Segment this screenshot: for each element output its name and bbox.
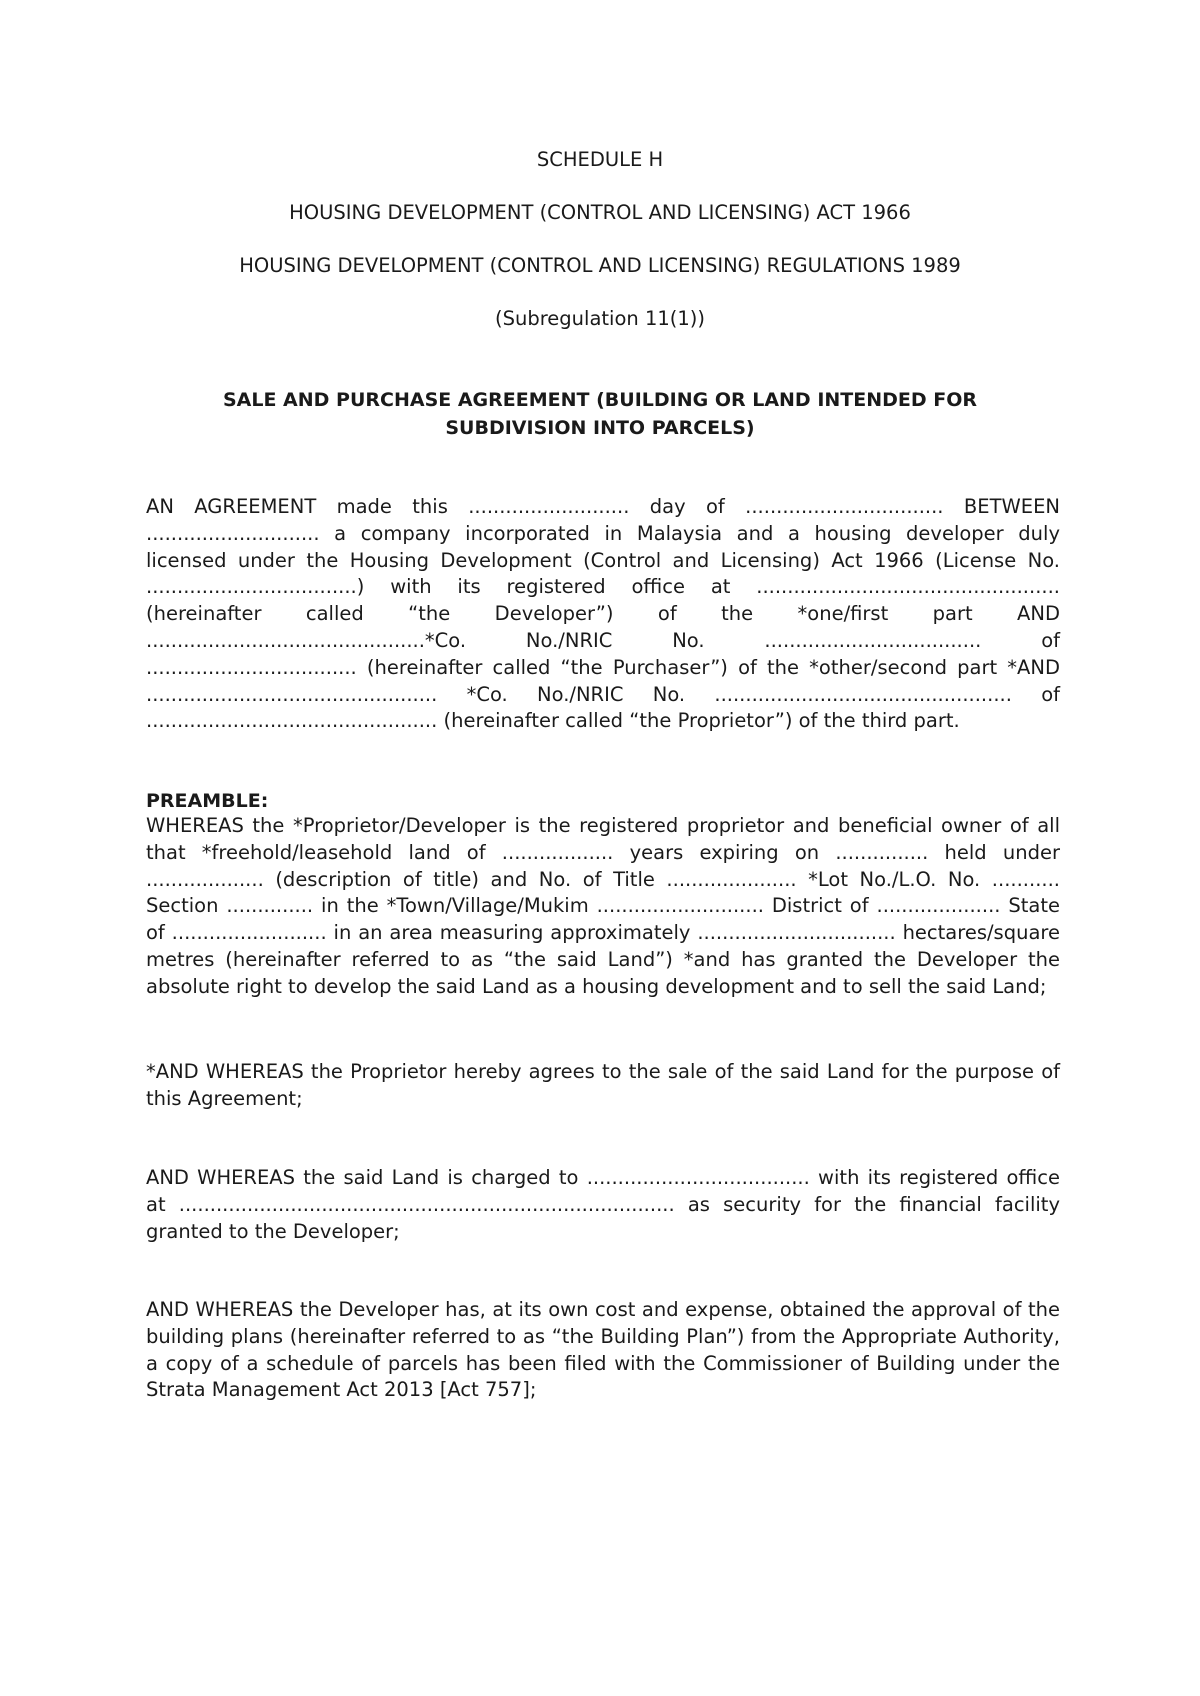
preamble-whereas-building-plans: AND WHEREAS the Developer has, at its own cost and expense, obtained the approval of the building plans (hereinafter referred to as “the Building Plan”) from the Appropriate Authority, a copy of a schedule of parcels has been filed with the Commissioner of Building under the Strata Management Act 2013 [Act 757];: [146, 1298, 1060, 1402]
regulations-title: HOUSING DEVELOPMENT (CONTROL AND LICENSING) REGULATIONS 1989: [239, 254, 961, 277]
preamble-whereas-land: WHEREAS the *Proprietor/Developer is the registered proprietor and beneficial owner of all that *freehold/leasehold land of .................. years expiring on ............... held under ................... (description of title) and No. of Title ..................... *Lot No./L.O. No. ........... Section .............. in the *Town/Village/Mukim ........................... District of .................... State of ......................... in an area measuring approximately ................................ hectares/square metres (hereinafter referred to as “the said Land”) *and has granted the Developer the absolute right to develop the said Land as a housing development and to sell the said Land;: [146, 814, 1060, 998]
act-title: HOUSING DEVELOPMENT (CONTROL AND LICENSING) ACT 1966: [289, 201, 911, 224]
schedule-label: SCHEDULE H: [536, 148, 664, 171]
preamble-whereas-land-charged: AND WHEREAS the said Land is charged to .................................... with its registered office at ................................................................................ as security for the financial facility granted to the Developer;: [146, 1166, 1060, 1243]
preamble-whereas-proprietor-agrees: *AND WHEREAS the Proprietor hereby agrees to the sale of the said Land for the purpose of this Agreement;: [146, 1060, 1060, 1110]
agreement-title-line-2: SUBDIVISION INTO PARCELS): [445, 417, 755, 439]
preamble-heading: PREAMBLE:: [146, 790, 269, 812]
subregulation-reference: (Subregulation 11(1)): [494, 307, 705, 330]
agreement-title-line-1: SALE AND PURCHASE AGREEMENT (BUILDING OR LAND INTENDED FOR: [222, 389, 978, 411]
agreement-parties-paragraph: AN AGREEMENT made this .......................... day of ................................ BETWEEN ............................ a company incorporated in Malaysia and a housing developer duly licensed under the Housing Development (Control and Licensing) Act 1966 (License No. ..................................) with its registered office at ................................................. (hereinafter called “the Developer”) of the *one/first part AND .............................................*Co. No./NRIC No. ................................... of .................................. (hereinafter called “the Purchaser”) of the *other/second part *AND ............................................... *Co. No./NRIC No. ................................................ of ............................................... (hereinafter called “the Proprietor”) of the third part.: [146, 495, 1060, 733]
agreement-title: [0, 386, 1200, 442]
